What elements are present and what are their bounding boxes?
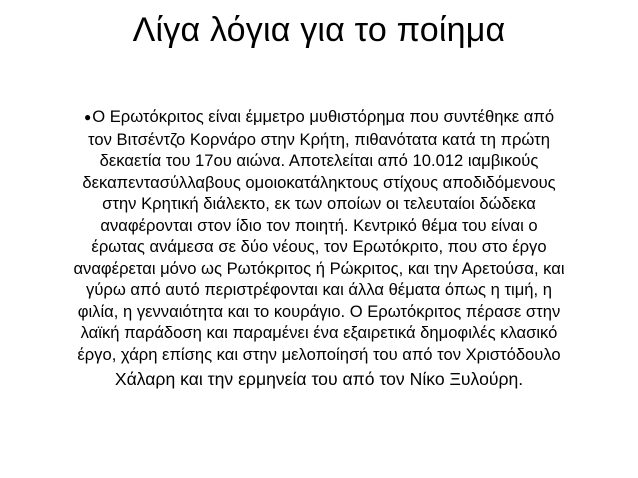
paragraph-line	[4, 106, 634, 129]
paragraph-line: στην Κρητική διάλεκτο, εκ των οποίων οι τελευταίοι δώδεκα	[102, 194, 536, 214]
slide-body	[4, 106, 634, 390]
paragraph-line: τον Βιτσέντζο Κορνάρο στην Κρήτη, πιθανότατα κατά τη πρώτη	[88, 129, 550, 149]
slide-title: Λίγα λόγια για το ποίημα	[132, 11, 506, 49]
paragraph-line: έρωτας ανάμεσα σε δύο νέους, τον Ερωτόκριτο, που στο έργο	[91, 237, 547, 257]
paragraph-line: γύρω από αυτό περιστρέφονται και άλλα θέματα όπως η τιμή, η	[86, 280, 552, 300]
paragraph-line: Χάλαρη και την ερμηνεία του από τον Νίκο Ξυλούρη.	[114, 368, 524, 389]
bullet-icon: ●	[83, 110, 92, 124]
paragraph-line: φιλία, η γενναιότητα και το κουράγιο. Ο Ερωτόκριτος πέρασε στην	[77, 301, 561, 321]
paragraph-line: έργο, χάρη επίσης και στην μελοποίησή του από τον Χριστόδουλο	[77, 345, 561, 365]
paragraph-line-text: Ο Ερωτόκριτος είναι έμμετρο μυθιστόρημα που συντέθηκε από	[92, 107, 555, 126]
paragraph-line: λαϊκή παράδοση και παραμένει ένα εξαιρετικά δημοφιλές κλασικό	[80, 323, 558, 343]
paragraph-line: δεκαπεντασύλλαβους ομοιοκατάληκτους στίχους αποδιδόμενους	[82, 172, 556, 192]
paragraph-line: δεκαετία του 17ου αιώνα. Αποτελείται από 10.012 ιαμβικούς	[99, 151, 539, 171]
paragraph-line: αναφέρονται στον ίδιο τον ποιητή. Κεντρικό θέμα του είναι ο	[100, 215, 538, 235]
paragraph-line: αναφέρεται μόνο ως Ρωτόκριτος ή Ρώκριτος, και την Αρετούσα, και	[73, 258, 565, 278]
